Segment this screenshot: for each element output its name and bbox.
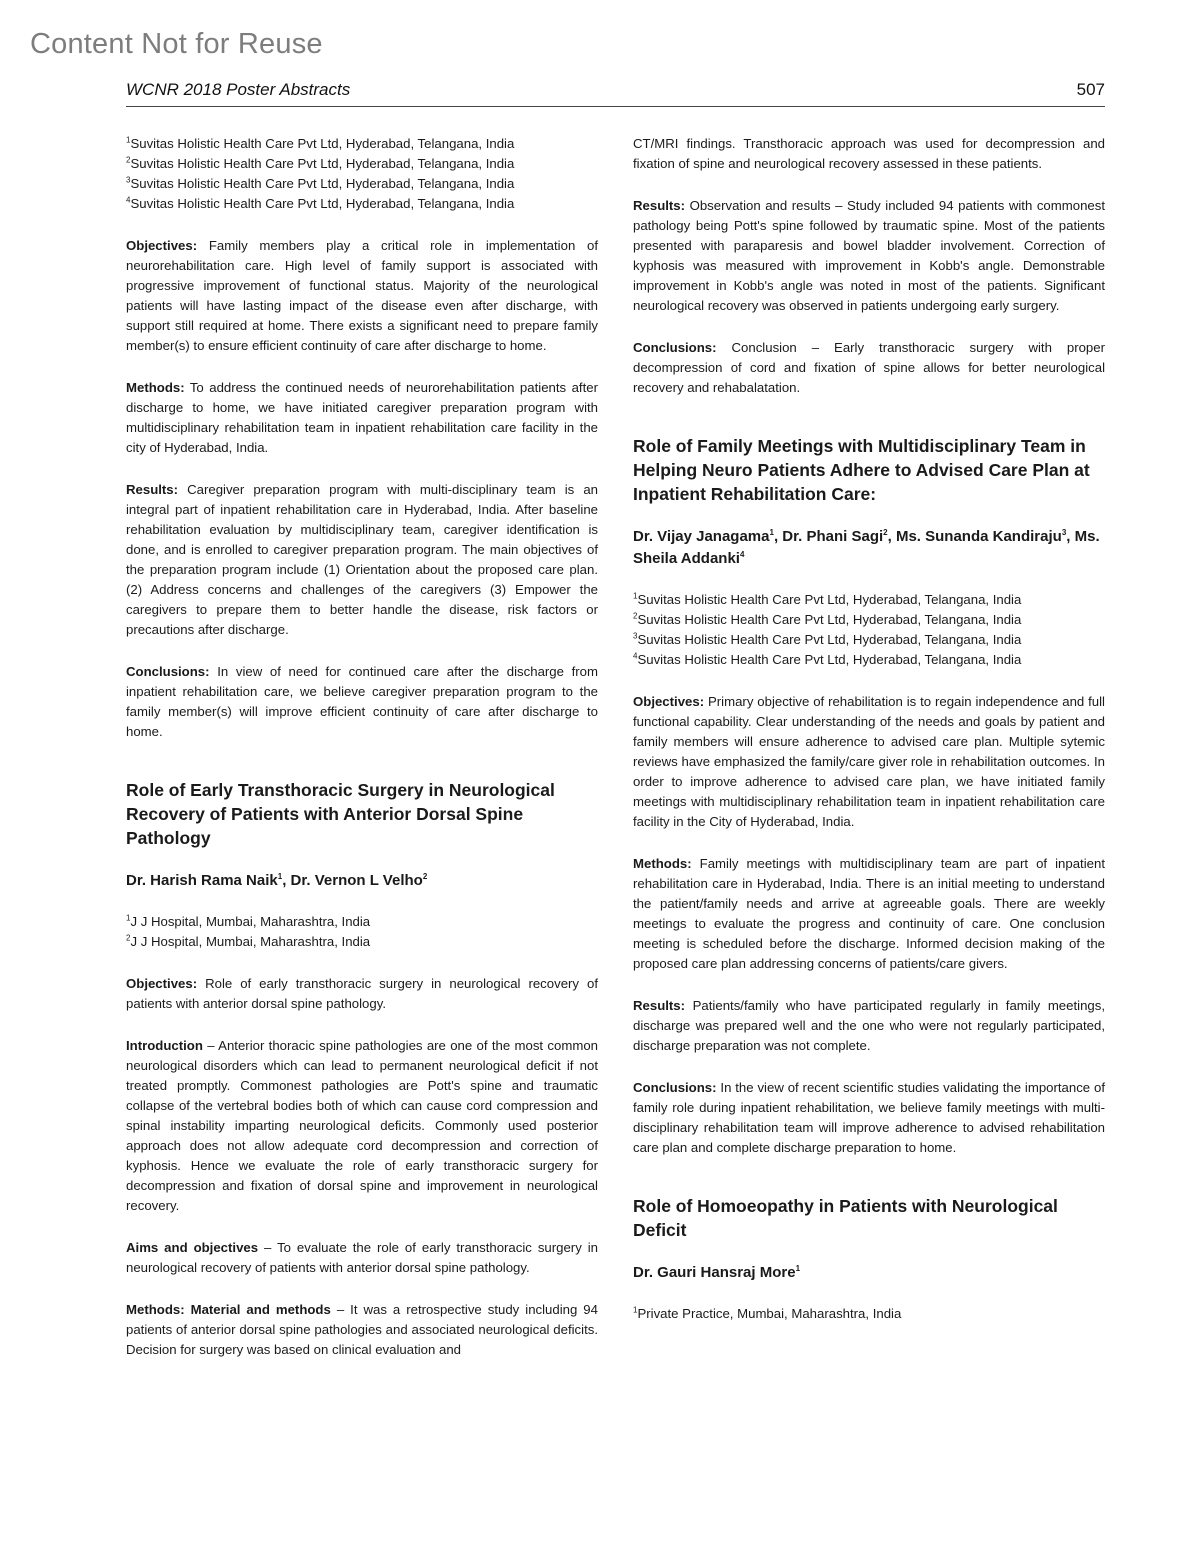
journal-title: WCNR 2018 Poster Abstracts <box>126 80 351 99</box>
running-header <box>126 78 1105 107</box>
affiliation: $^1$Private Practice, Mumbai, Maharashtra, India <box>633 1305 902 1321</box>
conclusions-paragraph: Conclusions: Conclusion – Early transthoracic surgery with proper decompression of cord and fixation of spine allows for better neurological recovery and rehabalatation. <box>633 340 1105 395</box>
affiliation: $^2$Suvitas Holistic Health Care Pvt Ltd, Hyderabad, Telangana, India <box>633 611 1022 627</box>
affiliation: $^1$J J Hospital, Mumbai, Maharashtra, India <box>126 913 371 929</box>
conclusions-paragraph: Conclusions: In view of need for continued care after the discharge from inpatient rehabilitation care, we believe caregiver preparation program to the family member(s) will improve efficient continuity of care after discharge to home. <box>126 664 598 739</box>
affiliation: $^4$Suvitas Holistic Health Care Pvt Ltd, Hyderabad, Telangana, India <box>633 651 1022 667</box>
left-column <box>126 134 598 1360</box>
methods-paragraph: Methods: To address the continued needs of neurorehabilitation patients after discharge to home, we have initiated caregiver preparation program with multidisciplinary rehabilitation team in inpatient rehabilitation care facility in the city of Hyderabad, India. <box>126 380 598 455</box>
affiliation-list <box>633 590 1105 670</box>
affiliation: $^1$Suvitas Holistic Health Care Pvt Ltd, Hyderabad, Telangana, India <box>633 591 1022 607</box>
results-paragraph: Results: Caregiver preparation program with multi-disciplinary team is an integral part of inpatient rehabilitation care in Hyderabad, India. After baseline rehabilitation evaluation by multidisciplinary team, caregiver identification is done, and is enrolled to caregiver preparation program. The main objectives of the preparation program include (1) Orientation about the proposed care plan. (2) Address concerns and challenges of the caregivers (3) Empower the caregivers to prepare them to better handle the disease, risk factors or precautions after discharge. <box>126 482 599 637</box>
results-paragraph: Results: Observation and results – Study included 94 patients with commonest pathology being Pott's spine followed by traumatic spine. Most of the patients presented with paraparesis and bowel bladder involvement. Correction of kyphosis was measured with improvement in Kobb's angle. Demonstrable improvement in Kobb's angle was noted in most of the patients. Significant neurological recovery was observed in patients undergoing early surgery. <box>633 198 1105 313</box>
affiliation-list <box>126 134 598 214</box>
author-list: Dr. Gauri Hansraj More$^1$ <box>633 1264 801 1281</box>
affiliation: $^3$Suvitas Holistic Health Care Pvt Ltd, Hyderabad, Telangana, India <box>126 175 515 191</box>
continuation-paragraph: CT/MRI findings. Transthoracic approach was used for decompression and fixation of spine and neurological recovery assessed in these patients. <box>633 136 1105 171</box>
right-column <box>633 134 1105 1324</box>
methods-paragraph: Methods: Family meetings with multidisciplinary team are part of inpatient rehabilitation care in Hyderabad, India. There is an initial meeting to understand the patient/family needs and arrive at agreeable goals. There are weekly meetings to evaluate the progress and continuity of care. One conclusion meeting is scheduled before the discharge. Informed decision making of the proposed care plan addressing concerns of patients/care givers. <box>633 856 1105 971</box>
article-title: Role of Homoeopathy in Patients with Neurological Deficit <box>633 1196 1058 1240</box>
introduction-paragraph: Introduction – Anterior thoracic spine pathologies are one of the most common neurological disorders which can lead to permanent neurological deficit if not treated promptly. Commonest pathologies are Pott's spine and traumatic collapse of the vertebral bodies both of which can cause cord compression and spinal instability imparting neurological deficits. Commonly used posterior approach does not allow adequate cord decompression and correction of kyphosis. Hence we evaluate the role of early transthoracic surgery for decompression and fixation of dorsal spine and improvement in neurological recovery. <box>126 1038 598 1213</box>
objectives-paragraph: Objectives: Family members play a critical role in implementation of neurorehabilitation care. High level of family support is associated with progressive improvement of functional status. Majority of the neurological patients will have lasting impact of the disease even after discharge, with support still required at home. There exists a significant need to prepare family member(s) to ensure efficient continuity of care after discharge to home. <box>126 238 599 353</box>
methods-paragraph: Methods: Material and methods – It was a retrospective study including 94 patients of anterior dorsal spine pathologies and associated neurological deficits. Decision for surgery was based on clinical evaluation and <box>126 1302 598 1357</box>
affiliation-list <box>126 912 598 952</box>
article-title: Role of Family Meetings with Multidisciplinary Team in Helping Neuro Patients Adhere to Advised Care Plan at Inpatient Rehabilitation Care: <box>633 436 1090 504</box>
affiliation: $^1$Suvitas Holistic Health Care Pvt Ltd, Hyderabad, Telangana, India <box>126 135 515 151</box>
affiliation-list <box>633 1304 1105 1324</box>
affiliation: $^3$Suvitas Holistic Health Care Pvt Ltd, Hyderabad, Telangana, India <box>633 631 1022 647</box>
watermark: Content Not for Reuse <box>30 28 323 60</box>
affiliation: $^2$J J Hospital, Mumbai, Maharashtra, India <box>126 933 371 949</box>
aims-paragraph: Aims and objectives – To evaluate the role of early transthoracic surgery in neurological recovery of patients with anterior dorsal spine pathology. <box>126 1240 598 1275</box>
author-list: Dr. Harish Rama Naik$^1$, Dr. Vernon L Velho$^2$ <box>126 872 428 889</box>
objectives-paragraph: Objectives: Primary objective of rehabilitation is to regain independence and full functional capability. Clear understanding of the needs and goals by patient and family members will ensure adherence to advised care plan. Multiple sytemic reviews have emphasized the family/care giver role in rehabilitation outcomes. In order to improve adherence to advised care plan, we have initiated family meetings with multidisciplinary rehabilitation team in inpatient rehabilitation care facility in the City of Hyderabad, India. <box>633 694 1105 829</box>
article-title: Role of Early Transthoracic Surgery in Neurological Recovery of Patients with Anterior Dorsal Spine Pathology <box>126 780 555 848</box>
affiliation: $^4$Suvitas Holistic Health Care Pvt Ltd, Hyderabad, Telangana, India <box>126 195 515 211</box>
affiliation: $^2$Suvitas Holistic Health Care Pvt Ltd, Hyderabad, Telangana, India <box>126 155 515 171</box>
objectives-paragraph: Objectives: Role of early transthoracic surgery in neurological recovery of patients with anterior dorsal spine pathology. <box>126 976 598 1011</box>
conclusions-paragraph: Conclusions: In the view of recent scientific studies validating the importance of family role during inpatient rehabilitation, we believe family meetings with multi-disciplinary rehabilitation team will improve adherence to advised rehabilitation care plan and complete discharge preparation to home. <box>633 1080 1106 1155</box>
author-list: Dr. Vijay Janagama$^1$, Dr. Phani Sagi$^2$, Ms. Sunanda Kandiraju$^3$, Ms. Sheila Addanki$^4$ <box>633 528 1100 567</box>
page-number: 507 <box>1076 80 1105 99</box>
results-paragraph: Results: Patients/family who have participated regularly in family meetings, discharge was prepared well and the one who were not regularly participated, discharge preparation was not complete. <box>633 998 1105 1053</box>
